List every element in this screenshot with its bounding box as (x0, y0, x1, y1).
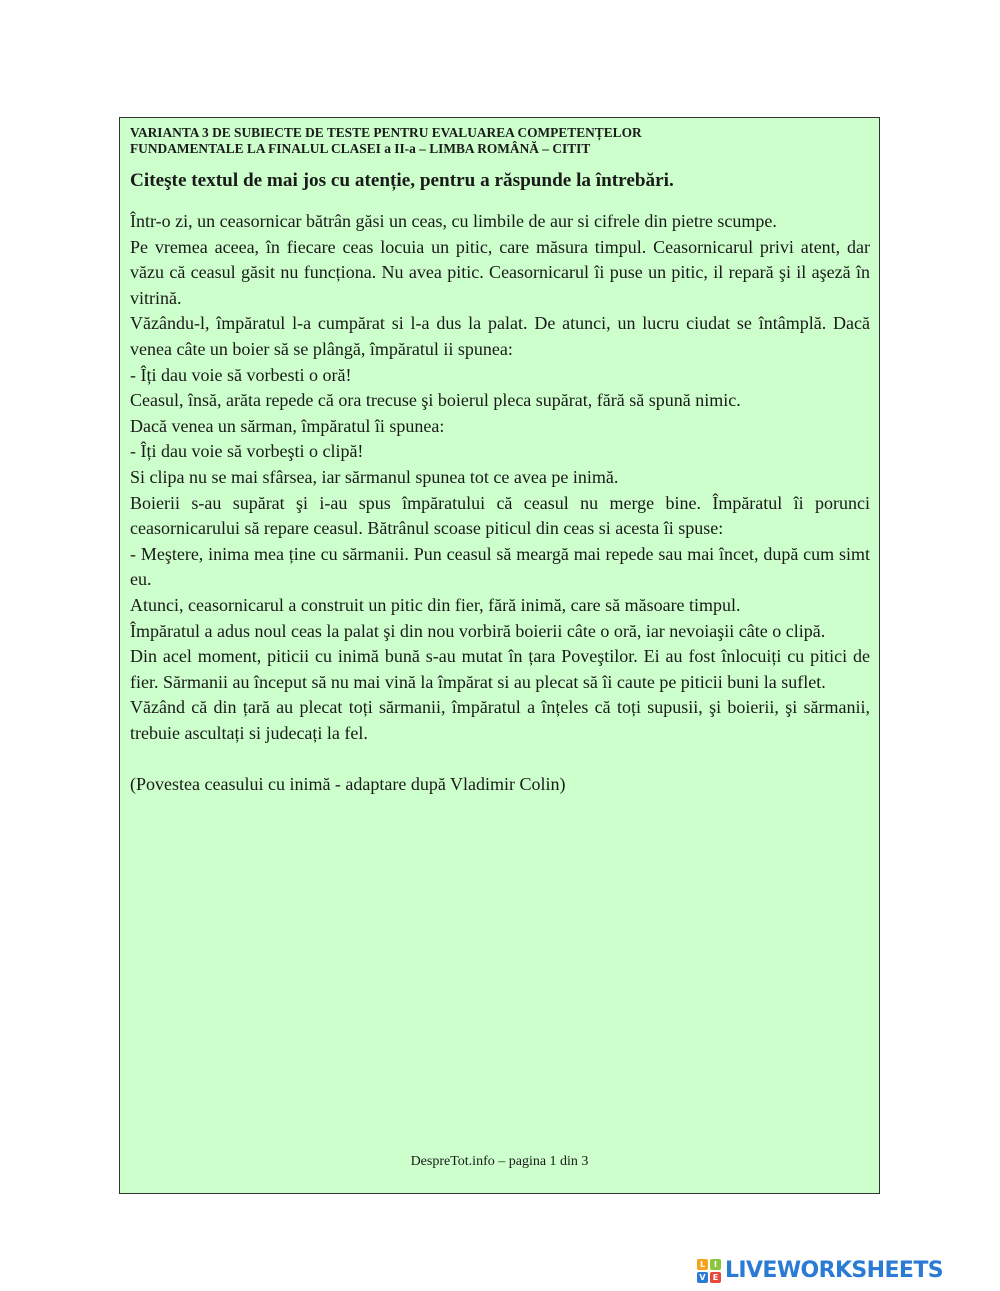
story-paragraph: Si clipa nu se mai sfârsea, iar sărmanul spunea tot ce avea pe inimă. (130, 466, 619, 487)
story-paragraph: - Îți dau voie să vorbeşti o clipă! (130, 441, 364, 462)
story-paragraph: Boierii s-au supărat şi i-au spus împăratului că ceasul nu merge bine. Împăratul îi porunci ceasornicarului să repare ceasul. Bătrânul scoase piticul din ceas si acesta îi spuse: (130, 492, 870, 539)
story-paragraph: - Îți dau voie să vorbesti o oră! (130, 364, 352, 385)
instruction-text: Citeşte textul de mai jos cu atenție, pentru a răspunde la întrebări. (130, 170, 674, 191)
story-paragraph: Atunci, ceasornicarul a construit un pitic din fier, fără inimă, care să măsoare timpul. (130, 594, 741, 615)
header-line-2: FUNDAMENTALE LA FINALUL CLASEI a II-a – LIMBA ROMÂNĂ – CITIT (130, 141, 591, 156)
story-paragraph: Din acel moment, piticii cu inimă bună s-au mutat în țara Poveştilor. Ei au fost înlocuiți cu pitici de fier. Sărmanii au început să nu mai vină la împărat si au plecat să îi caute pe piticii buni la suflet. (130, 646, 870, 692)
story-paragraph: Văzându-l, împăratul l-a cumpărat si l-a dus la palat. De atunci, un lucru ciudat se întâmplă. Dacă venea câte un boier să se plângă, împăratul ii spunea: (130, 313, 870, 359)
story-paragraph: Pe vremea aceea, în fiecare ceas locuia un pitic, care măsura timpul. Ceasornicarul privi atent, dar văzu că ceasul găsit nu funcționa. Nu avea pitic. Ceasornicarul îi puse un pitic, il repară şi il aşeză în vitrină. (130, 236, 870, 308)
header-line-1: VARIANTA 3 DE SUBIECTE DE TESTE PENTRU EVALUAREA COMPETENȚELOR (130, 125, 642, 140)
brand-mark-tile: L (697, 1259, 708, 1270)
story-text (130, 209, 870, 746)
page-footer: DespreTot.info – pagina 1 din 3 (410, 1154, 589, 1169)
liveworksheets-logo[interactable] (697, 1256, 943, 1286)
brand-mark-tile: V (697, 1272, 708, 1283)
source-citation: (Povestea ceasului cu inimă - adaptare după Vladimir Colin) (130, 774, 566, 795)
worksheet-panel (119, 117, 880, 1194)
story-paragraph: Ceasul, însă, arăta repede că ora trecuse şi boierul pleca supărat, fără să spună nimic. (130, 390, 741, 411)
brand-mark-icon (697, 1259, 721, 1283)
brand-mark-tile: I (710, 1259, 721, 1270)
story-paragraph: Dacă venea un sărman, împăratul îi spunea: (130, 415, 445, 436)
brand-mark-tile: E (710, 1272, 721, 1283)
story-paragraph: Într-o zi, un ceasornicar bătrân găsi un ceas, cu limbile de aur si cifrele din pietre scumpe. (130, 211, 777, 231)
brand-wordmark: LIVEWORKSHEETS (725, 1258, 943, 1283)
story-paragraph: Văzând că din țară au plecat toți sărmanii, împăratul a înțeles că toți supusii, şi boierii, şi sărmanii, trebuie ascultați si judecați la fel. (130, 697, 870, 743)
story-paragraph: - Meştere, inima mea ține cu sărmanii. Pun ceasul să meargă mai repede sau mai încet, după cum simt eu. (130, 543, 870, 590)
story-paragraph: Împăratul a adus noul ceas la palat şi din nou vorbiră boierii câte o oră, iar nevoiaşii câte o clipă. (130, 620, 826, 641)
